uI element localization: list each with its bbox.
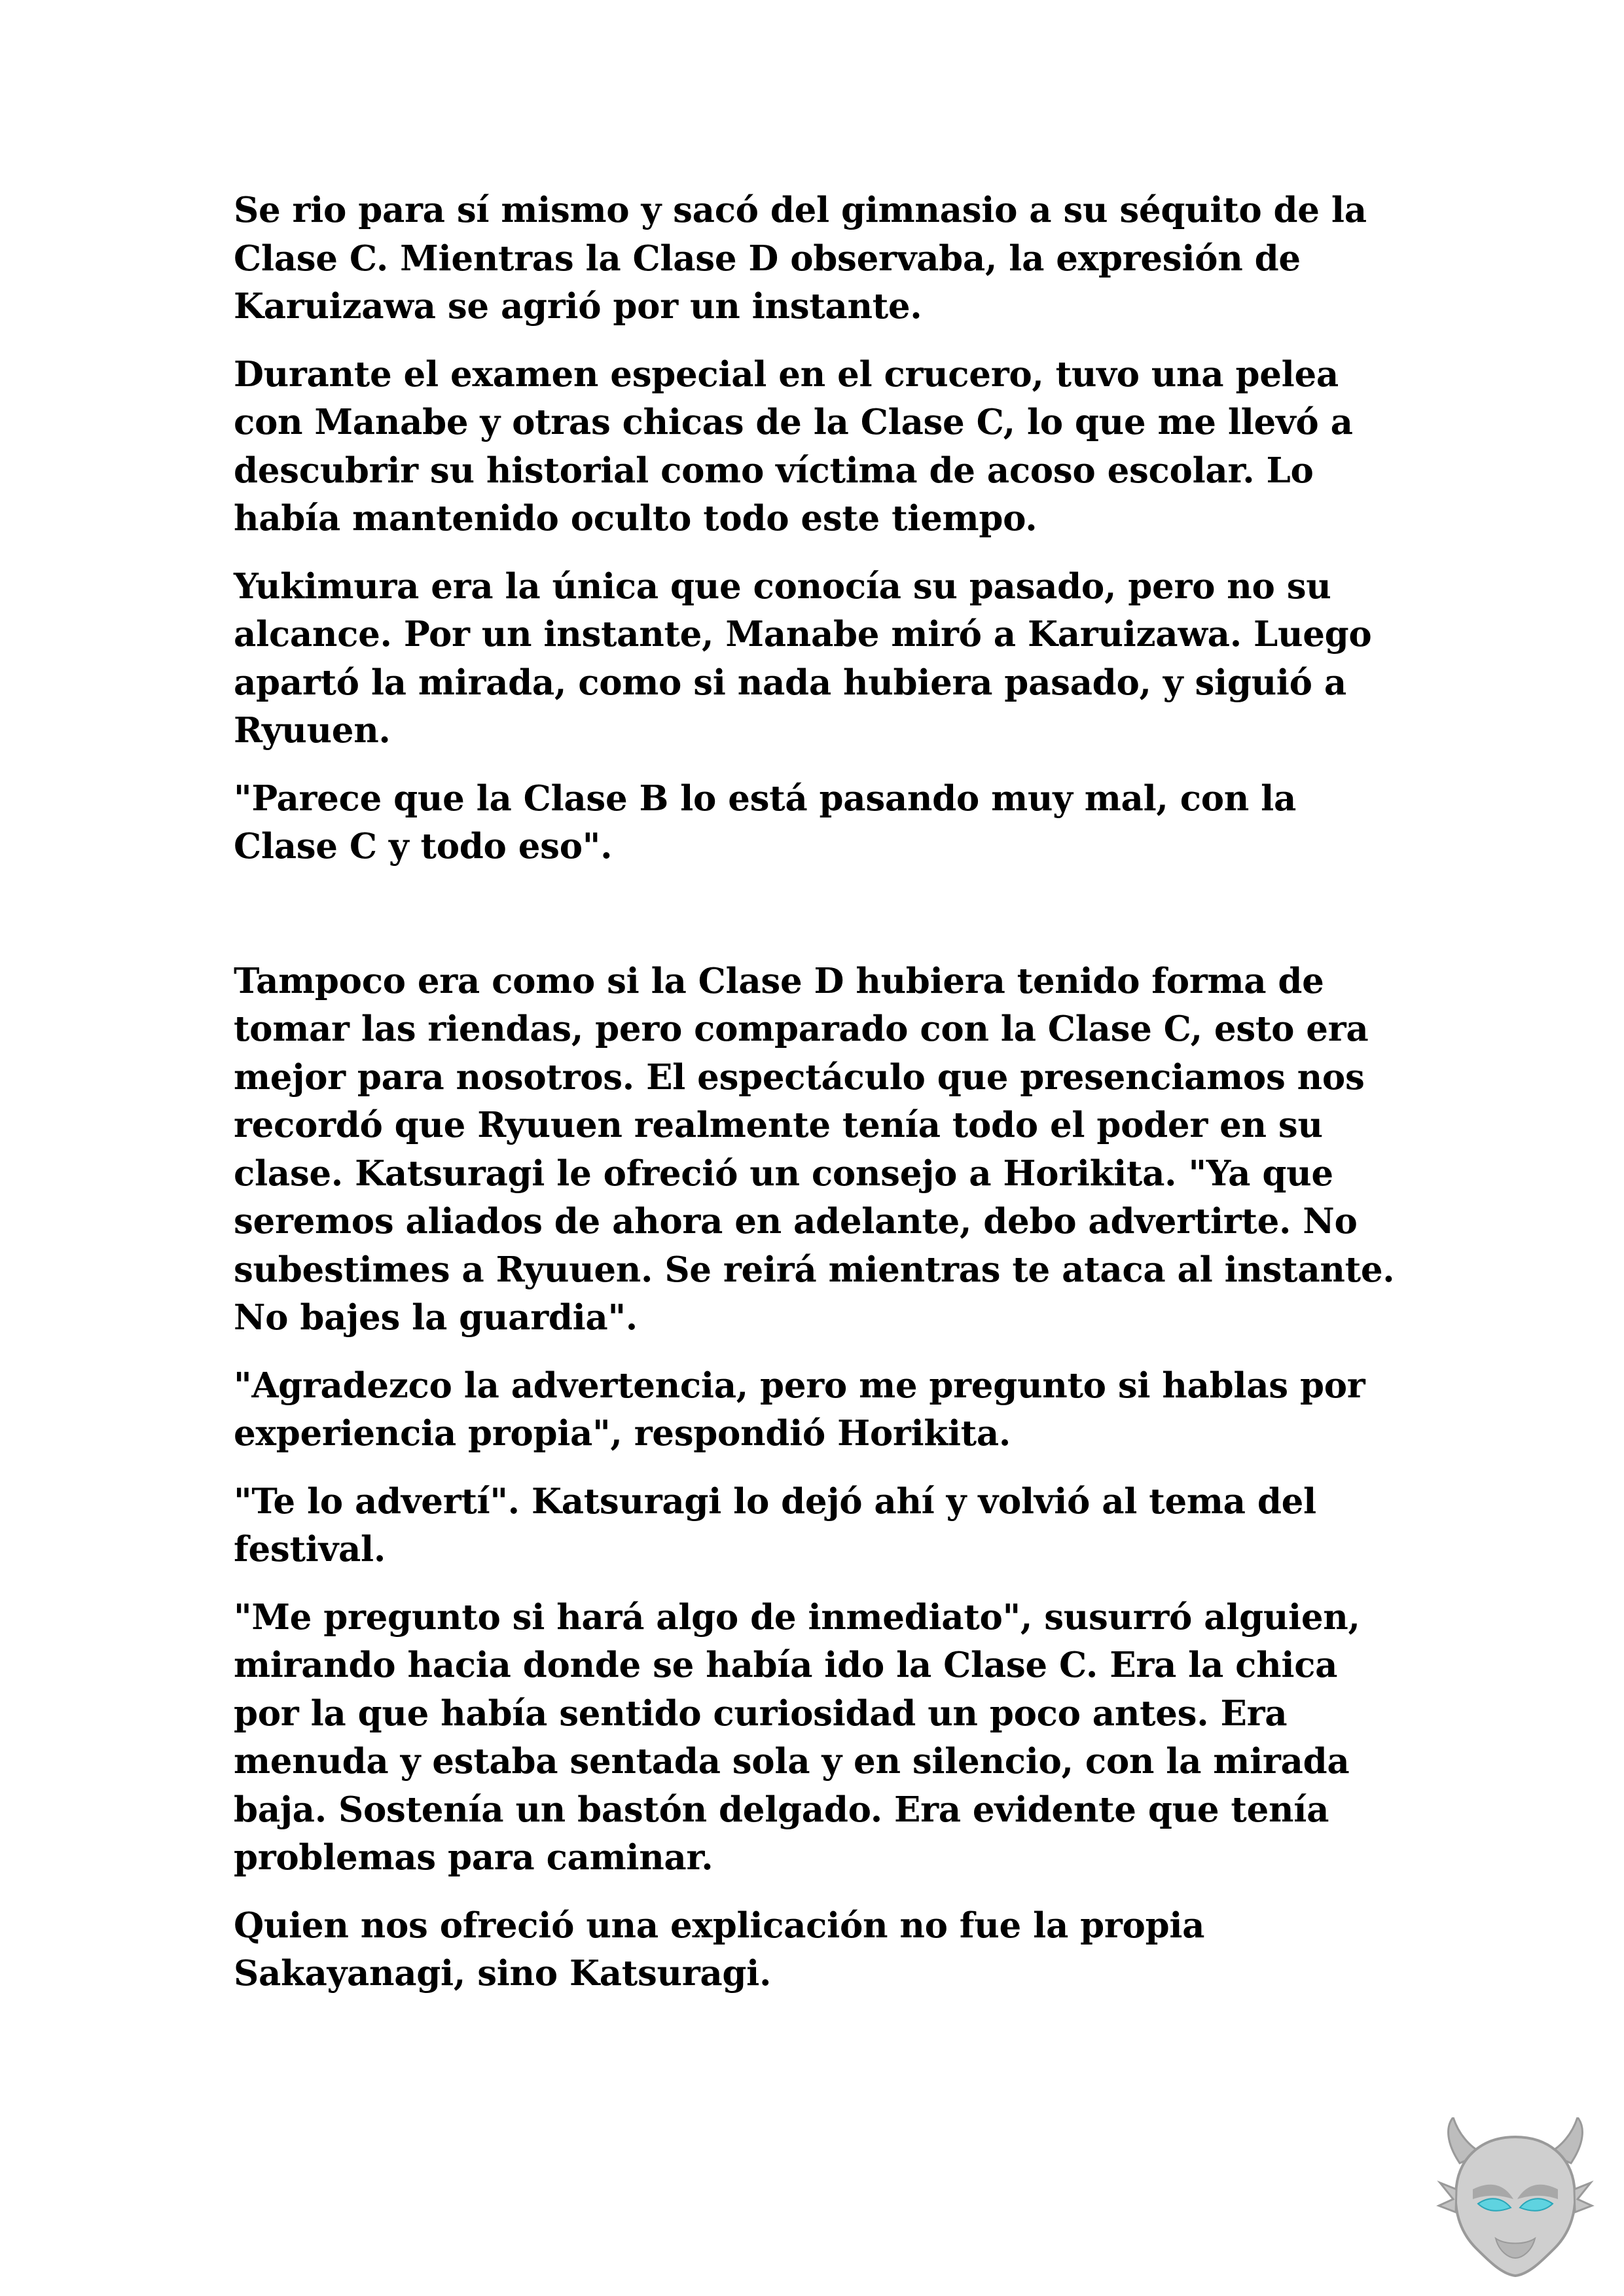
paragraph: Yukimura era la única que conocía su pasado, pero no su alcance. Por un instante, Manabe miró a Karuizawa. Luego apartó la mirada, como si nada hubiera pasado, y siguió a Ryuuen. [234,565,1372,751]
paragraph: "Me pregunto si hará algo de inmediato", susurró alguien, mirando hacia donde se había ido la Clase C. Era la chica por la que había sentido curiosidad un poco antes. Era menuda y estaba sentada sola y en silencio, con la mirada baja. Sostenía un bastón delgado. Era evidente que tenía problemas para caminar. [234,1596,1360,1878]
paragraph: Se rio para sí mismo y sacó del gimnasio a su séquito de la Clase C. Mientras la Clase D observaba, la expresión de Karuizawa se agrió por un instante. [234,190,1367,327]
paragraph: "Parece que la Clase B lo está pasando muy mal, con la Clase C y todo eso". [234,778,1297,867]
body-text [234,187,1405,2018]
paragraph: Quien nos ofreció una explicación no fue la propia Sakayanagi, sino Katsuragi. [234,1905,1205,1994]
demon-head-logo-icon [1434,2117,1597,2278]
paragraph: Tampoco era como si la Clase D hubiera tenido forma de tomar las riendas, pero comparado con la Clase C, esto era mejor para nosotros. El espectáculo que presenciamos nos recordó que Ryuuen realmente tenía todo el poder en su clase. Katsuragi le ofreció un consejo a Horikita. "Ya que seremos aliados de ahora en adelante, debo advertirte. No subestimes a Ryuuen. Se reirá mientras te ataca al instante. No bajes la guardia". [234,960,1395,1338]
section-gap [234,891,1405,958]
paragraph: Durante el examen especial en el crucero, tuvo una pelea con Manabe y otras chicas de la Clase C, lo que me llevó a descubrir su historial como víctima de acoso escolar. Lo había mantenido oculto todo este tiempo. [234,353,1353,539]
paragraph: "Agradezco la advertencia, pero me pregunto si hablas por experiencia propia", respondió Horikita. [234,1365,1365,1454]
paragraph: "Te lo advertí". Katsuragi lo dejó ahí y volvió al tema del festival. [234,1480,1316,1570]
